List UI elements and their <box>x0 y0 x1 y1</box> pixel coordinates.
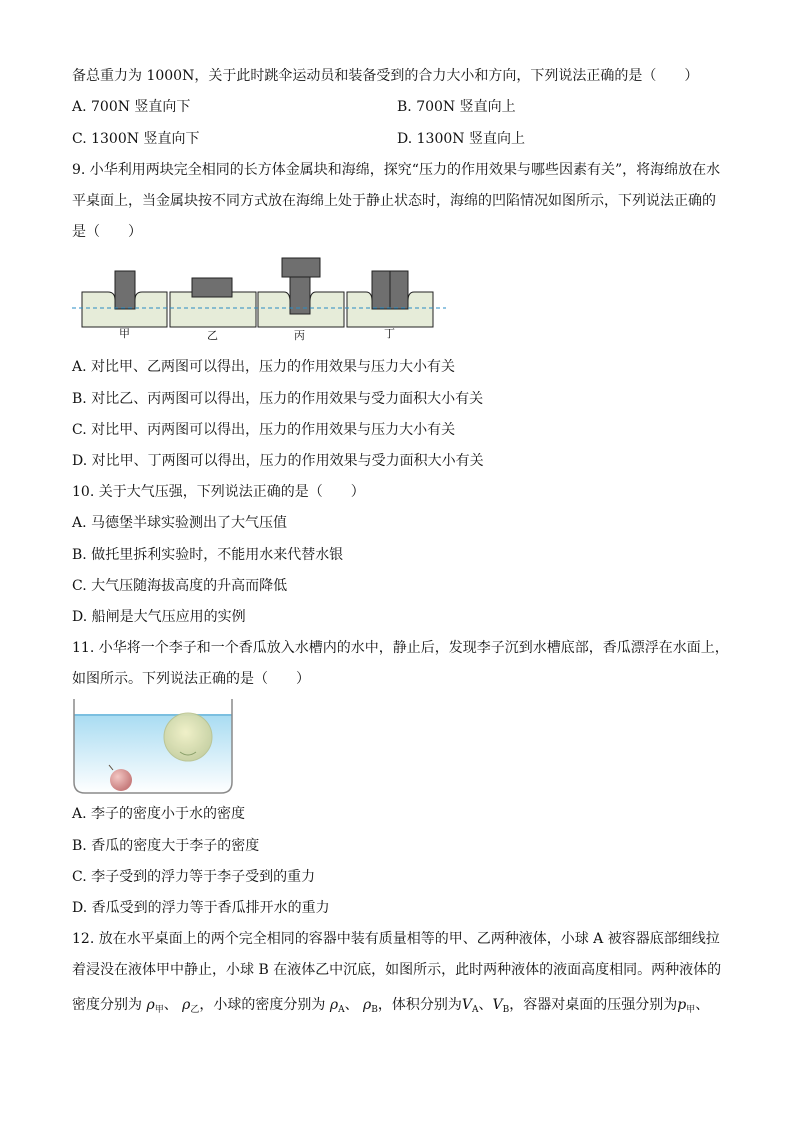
q9-stem-line3: 是（ ） <box>72 224 142 240</box>
q12-stem-line2: 着浸没在液体甲中静止，小球 B 在液体乙中沉底，如图所示，此时两种液体的液面高度相同。两种液体的 <box>72 962 722 978</box>
q10-option-b[interactable]: B. 做托里拆利实验时，不能用水来代替水银 <box>72 547 344 563</box>
q11-stem-line1: 11. 小华将一个李子和一个香瓜放入水槽内的水中，静止后，发现李子沉到水槽底部，香瓜漂浮在水面上， <box>72 640 729 656</box>
figure-label-bing: 丙 <box>294 329 305 342</box>
q11-option-c[interactable]: C. 李子受到的浮力等于李子受到的重力 <box>72 869 316 885</box>
q11-option-d[interactable]: D. 香瓜受到的浮力等于香瓜排开水的重力 <box>72 900 330 916</box>
q9-stem-line1: 9. 小华利用两块完全相同的长方体金属块和海绵，探究“压力的作用效果与哪些因素有关”，将海绵放在水 <box>72 162 721 178</box>
q10-option-a[interactable]: A. 马德堡半球实验测出了大气压值 <box>72 515 288 531</box>
figure-label-yi: 乙 <box>207 329 218 342</box>
q12-stem-line3: 密度分别为 $\rho_甲$、 $\rho_乙$，小球的密度分别为 $\rho_A$、 $\rho_B$，体积分别为$V_A$、$V_B$，容器对桌面的压强分别为$p_甲$、 <box>72 997 710 1015</box>
q10-stem: 10. 关于大气压强，下列说法正确的是（ ） <box>72 484 365 500</box>
q9-option-c[interactable]: C. 对比甲、丙两图可以得出，压力的作用效果与压力大小有关 <box>72 422 456 438</box>
q9-option-a[interactable]: A. 对比甲、乙两图可以得出，压力的作用效果与压力大小有关 <box>72 359 456 375</box>
q11-stem-line2: 如图所示。下列说法正确的是（ ） <box>72 671 310 687</box>
q8-stem-tail: 备总重力为 1000N，关于此时跳伞运动员和装备受到的合力大小和方向，下列说法正确的是（ ） <box>72 68 699 84</box>
q10-option-c[interactable]: C. 大气压随海拔高度的升高而降低 <box>72 578 288 594</box>
q11-option-a[interactable]: A. 李子的密度小于水的密度 <box>72 806 246 822</box>
melon <box>164 713 212 761</box>
q8-option-a[interactable]: A. 700N 竖直向下 <box>72 99 191 115</box>
plum <box>110 769 132 791</box>
q9-option-d[interactable]: D. 对比甲、丁两图可以得出，压力的作用效果与受力面积大小有关 <box>72 453 484 469</box>
q8-option-b[interactable]: B. 700N 竖直向上 <box>397 99 516 115</box>
q8-option-c[interactable]: C. 1300N 竖直向下 <box>72 131 200 147</box>
q9-option-b[interactable]: B. 对比乙、丙两图可以得出，压力的作用效果与受力面积大小有关 <box>72 391 484 407</box>
q8-option-d[interactable]: D. 1300N 竖直向上 <box>397 131 525 147</box>
figure-label-ding: 丁 <box>384 327 395 340</box>
q10-option-d[interactable]: D. 船闸是大气压应用的实例 <box>72 609 246 625</box>
q11-option-b[interactable]: B. 香瓜的密度大于李子的密度 <box>72 838 260 854</box>
figure-label-jia: 甲 <box>119 327 130 340</box>
q12-stem-line1: 12. 放在水平桌面上的两个完全相同的容器中装有质量相等的甲、乙两种液体，小球 A 被容器底部细线拉 <box>72 931 720 947</box>
q9-stem-line2: 平桌面上，当金属块按不同方式放在海绵上处于静止状态时，海绵的凹陷情况如图所示，下列说法正确的 <box>72 193 716 209</box>
